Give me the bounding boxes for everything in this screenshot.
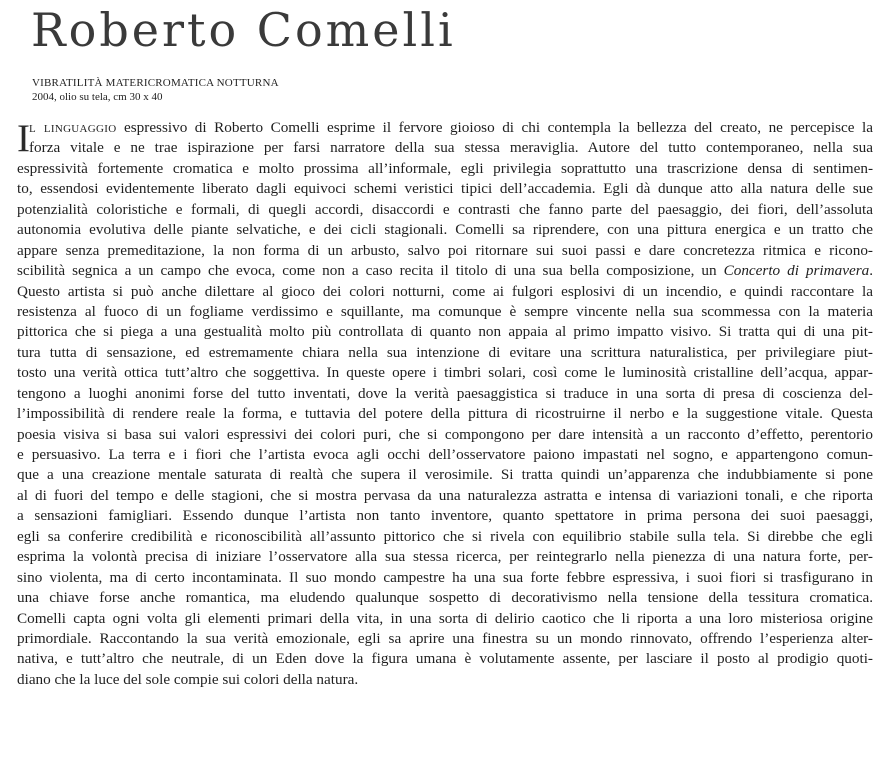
text-segment: una chiave forse anche romantica, ma eludendo qualunque sospetto di decorativismo nella tensione della tessitura cromatica.	[17, 589, 873, 607]
text-segment: e persuasivo. La terra e i fiori che l’artista evoca agli occhi dell’osservatore paiono impastati nel sogno, e appartengono comun-	[17, 446, 873, 463]
artist-name-heading: Roberto Comelli	[31, 3, 456, 57]
text-segment: tosto una verità ottica tutt’altro che soggettiva. In queste opere i timbri solari, così come le luminosità cristalline dell’acqua, appar-	[17, 364, 873, 382]
text-segment: appare senza premeditazione, la non forma di un arbusto, salvo poi ritornare sui suoi passi e dare concretezza ritmica e ricono-	[17, 241, 873, 259]
essay-line	[17, 322, 873, 342]
essay-line	[17, 547, 873, 567]
essay-line	[29, 138, 873, 158]
essay-line	[17, 384, 873, 404]
text-segment: nativa, e tutt’altro che neutrale, di un Eden dove la figura umana è volutamente assente, per lasciare il posto al prodigio quoti-	[17, 650, 873, 668]
artwork-title: VIBRATILITÀ MATERICROMATICA NOTTURNA	[32, 77, 279, 89]
essay-line	[17, 629, 873, 649]
text-segment: sino violenta, ma di certo incontaminata. Il suo mondo campestre ha una sua forte febbre espressiva, i suoi fiori si trasfigurano in	[17, 568, 873, 586]
essay-line	[17, 159, 873, 179]
text-segment: scibilità segnica a un campo che evoca, come non a caso recita il titolo di una sua bella composizione, un	[17, 262, 724, 280]
essay-line	[17, 261, 873, 281]
text-segment: .	[869, 262, 873, 280]
text-segment: esprima la volontà precisa di iniziare l’osservatore alla sua stessa ricerca, per reintegrarlo nella pienezza di una natura forte, per-	[17, 548, 873, 566]
essay-line	[17, 302, 873, 322]
essay-line	[17, 241, 873, 261]
text-segment: Comelli capta ogni volta gli elementi primari della vita, in una sorta di delirio caotico che li riporta a una loro misteriosa origine	[17, 609, 873, 627]
artwork-reference: Concerto di primavera	[723, 262, 870, 280]
text-segment: to, essendosi evidentemente liberato dagli equivoci schemi veristici tipici dell’accademia. Egli dà dunque atto alla natura delle sue	[17, 180, 873, 198]
text-segment: diano che la luce del sole compie sui colori della natura.	[17, 670, 359, 688]
text-segment: a sensazioni famigliari. Essendo dunque l’artista non tanto inventore, quanto spettatore in prima persona dei suoi paesaggi,	[17, 507, 873, 525]
essay-line	[17, 425, 873, 445]
essay-line	[17, 363, 873, 383]
drop-cap: I	[17, 117, 30, 160]
essay-line	[17, 220, 873, 240]
essay-line	[29, 118, 873, 138]
text-segment: pittorica che si piega a una gestualità molto più controllata di quanto non appaia al primo impatto visivo. Si tratta qui di una pit-	[17, 323, 873, 341]
text-segment: tengono a luoghi anonimi forse del tutto inventati, dove la verità paesaggistica si traduce in una sorta di presa di coscienza del-	[17, 384, 873, 402]
essay-line	[17, 609, 873, 629]
essay-line	[17, 404, 873, 424]
essay-line	[17, 588, 873, 608]
text-segment: egli sa conferire credibilità e riconoscibilità all’assunto pittorico che si rivela con equilibrio stabile sulla tela. Si direbbe che egli	[17, 527, 873, 545]
text-segment: forza vitale e ne trae ispirazione per farsi narratore della sua stessa meraviglia. Autore del tutto contemporaneo, nella sua	[29, 139, 873, 157]
essay-body	[17, 118, 873, 690]
essay-line	[17, 465, 873, 485]
text-segment: tura tutta di sensazione, ed estremamente chiara nella sua intenzione di evitare una scrittura naturalistica, per privilegiare piut-	[17, 343, 873, 361]
text-segment: potenzialità coloristiche e formali, di quegli accordi, disaccordi e contrasti che fanno parte del paesaggio, dei fiori, dell’assoluta	[17, 200, 873, 218]
essay-line	[17, 506, 873, 526]
essay-line	[17, 200, 873, 220]
text-segment: Questo artista si può anche dilettare al gioco dei colori notturni, come ai fulgori esplosivi di un incendio, e quindi raccontare la	[17, 282, 873, 300]
text-segment: autonomia evolutiva delle piante selvatiche, e dei cicli stagionali. Comelli sa riprendere, con una pittura energica e un tratto che	[17, 221, 873, 239]
text-segment: l’impossibilità di rendere reale la forma, e tuttavia del potere della pittura di ricostruirne il nerbo e la suggestione vitale. Questa	[17, 405, 873, 423]
essay-line	[17, 670, 873, 690]
essay-line	[17, 343, 873, 363]
text-segment: resistenza al fuoco di un fogliame verdissimo e squillante, ma comunque è sempre vincente nella sua scommessa con la materia	[17, 302, 873, 320]
text-segment: espressività fortemente cromatica e molto prossima all’informale, egli privilegia soprattutto una trascrizione densa di sentimen-	[17, 159, 873, 177]
essay-line	[17, 179, 873, 199]
essay-line	[17, 649, 873, 669]
essay-line	[17, 445, 873, 465]
essay-line	[17, 486, 873, 506]
essay-line	[17, 568, 873, 588]
essay-line	[17, 282, 873, 302]
text-segment: que a una creazione mentale saturata di realtà che supera il verosimile. Si tratta quindi un’apparenza che indubbiamente si pone	[17, 466, 873, 484]
text-segment: al di fuori del tempo e delle stagioni, che si mostra pervasa da una naturalezza astratta e intensa di variazioni tonali, e che riporta	[17, 486, 873, 504]
text-segment: poesia visiva si basa sui valori espressivi dei colori puri, che si compongono per dare intensità a un racconto d’effetto, perentorio	[17, 425, 873, 443]
text-segment: espressivo di Roberto Comelli esprime il fervore gioioso di chi contempla la bellezza del creato, ne percepisce la	[116, 119, 873, 136]
artwork-details: 2004, olio su tela, cm 30 x 40	[32, 91, 163, 103]
opening-words: l linguaggio	[29, 119, 117, 136]
essay-line	[17, 527, 873, 547]
text-segment: primordiale. Raccontando la sua verità emozionale, egli sa aprire una finestra su un mondo rinnovato, offrendo l’esperienza alter-	[17, 629, 873, 647]
